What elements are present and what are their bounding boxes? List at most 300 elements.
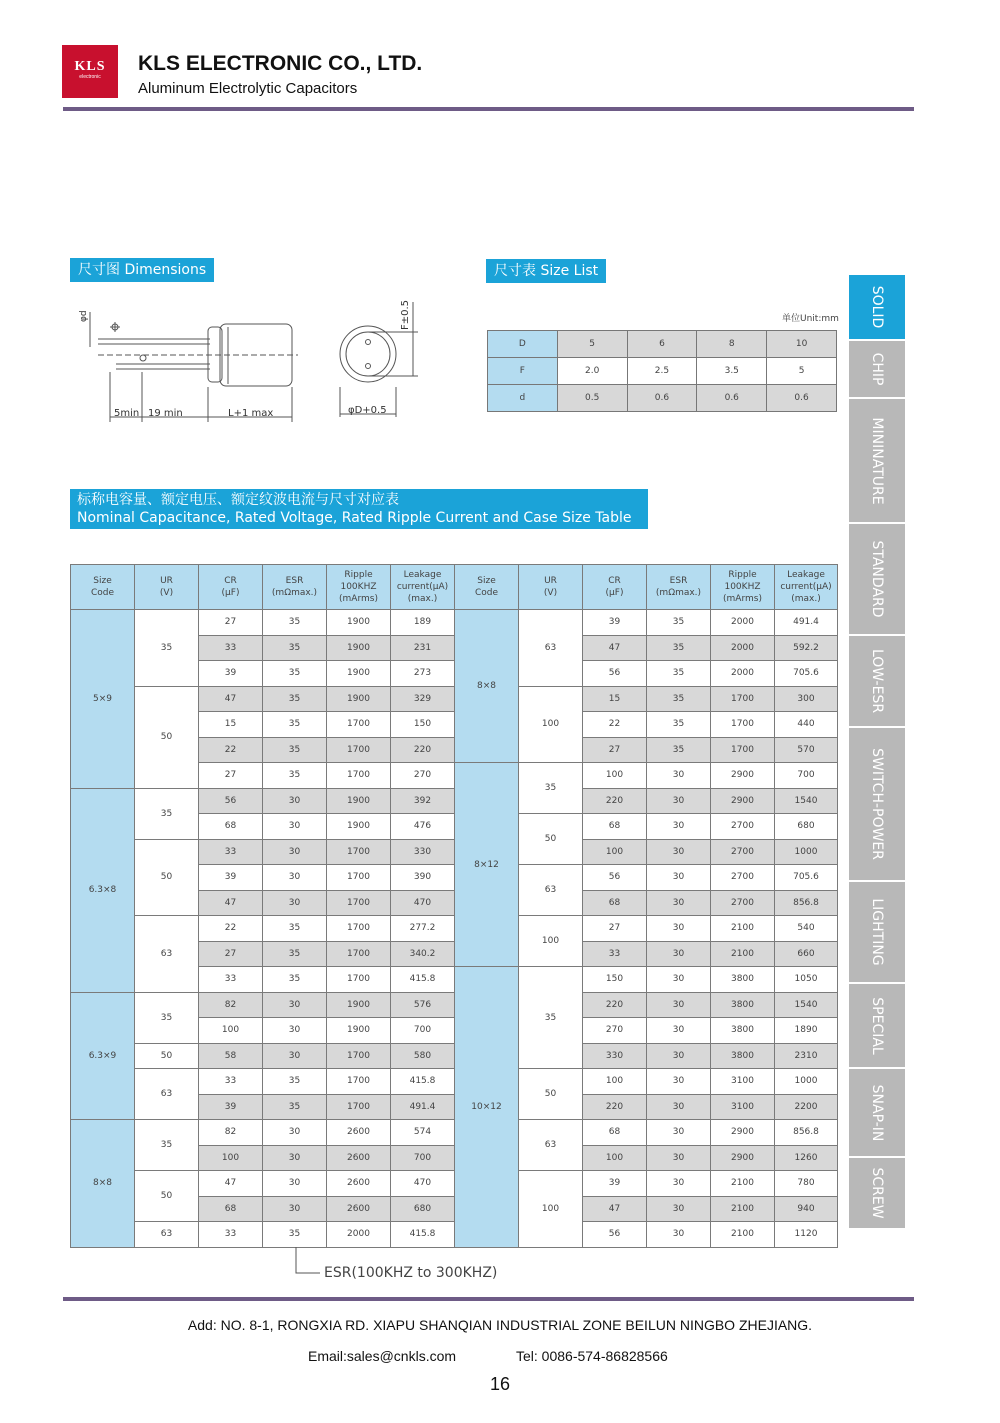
tab-switch-power[interactable] [849, 728, 905, 882]
tab-label: MININATURE [869, 416, 885, 505]
leakage-cell: 940 [775, 1196, 838, 1222]
ripple-cell: 2900 [711, 788, 775, 814]
esr-cell: 30 [647, 865, 711, 891]
header-ripple: Ripple 100KHZ (mArms) [711, 565, 775, 610]
size-list-value: 0.6 [697, 385, 767, 412]
ur-cell: 100 [519, 916, 583, 967]
ur-cell: 63 [135, 1222, 199, 1248]
size-list-param: D [488, 331, 558, 358]
cr-cell: 220 [583, 788, 647, 814]
ripple-cell: 2700 [711, 865, 775, 891]
table-row [71, 839, 838, 865]
cr-cell: 39 [583, 1171, 647, 1197]
ur-cell: 35 [519, 763, 583, 814]
tab-lighting[interactable] [849, 882, 905, 984]
leakage-cell: 705.6 [775, 661, 838, 687]
ripple-cell: 3800 [711, 1018, 775, 1044]
leakage-cell: 576 [391, 992, 455, 1018]
cr-cell: 82 [199, 1120, 263, 1146]
page-number: 16 [489, 1374, 511, 1394]
footer-address: Add: NO. 8-1, RONGXIA RD. XIAPU SHANQIAN INDUSTRIAL ZONE BEILUN NINGBO ZHEJIANG. [187, 1317, 813, 1333]
esr-cell: 30 [647, 839, 711, 865]
esr-cell: 30 [647, 1043, 711, 1069]
cr-cell: 150 [583, 967, 647, 993]
table-row [71, 916, 838, 942]
ur-cell: 63 [135, 916, 199, 993]
esr-cell: 30 [263, 814, 327, 840]
leakage-cell: 780 [775, 1171, 838, 1197]
table-title-cn: 标称电容量、额定电压、额定纹波电流与尺寸对应表 [77, 492, 399, 508]
size-list-value: 0.5 [557, 385, 627, 412]
tab-solid[interactable] [849, 275, 905, 341]
esr-cell: 30 [263, 1196, 327, 1222]
esr-cell: 30 [647, 1018, 711, 1044]
leakage-cell: 700 [391, 1145, 455, 1171]
esr-cell: 30 [647, 941, 711, 967]
esr-cell: 30 [647, 1094, 711, 1120]
size-list-value: 0.6 [767, 385, 837, 412]
cr-cell: 56 [583, 1222, 647, 1248]
table-row [71, 1120, 838, 1146]
header-size-code: Size Code [455, 565, 519, 610]
esr-cell: 30 [263, 1018, 327, 1044]
leakage-cell: 574 [391, 1120, 455, 1146]
esr-cell: 30 [263, 890, 327, 916]
esr-cell: 35 [263, 635, 327, 661]
table-header-row [71, 565, 838, 610]
leakage-cell: 680 [775, 814, 838, 840]
ripple-cell: 2100 [711, 916, 775, 942]
size-list-label: 尺寸表 Size List [486, 259, 606, 283]
esr-note: ESR(100KHZ to 300KHZ) [324, 1265, 498, 1281]
leakage-cell: 189 [391, 610, 455, 636]
leakage-cell: 231 [391, 635, 455, 661]
dim-19min: 19 min [148, 408, 183, 419]
esr-cell: 30 [263, 1043, 327, 1069]
cr-cell: 68 [583, 1120, 647, 1146]
ripple-cell: 2900 [711, 1145, 775, 1171]
esr-cell: 30 [647, 1069, 711, 1095]
cr-cell: 68 [199, 814, 263, 840]
esr-cell: 30 [263, 1145, 327, 1171]
ur-cell: 50 [519, 814, 583, 865]
esr-cell: 30 [263, 788, 327, 814]
cr-cell: 100 [583, 763, 647, 789]
cr-cell: 82 [199, 992, 263, 1018]
cr-cell: 33 [583, 941, 647, 967]
document-subtitle: Aluminum Electrolytic Capacitors [138, 80, 358, 97]
cr-cell: 220 [583, 992, 647, 1018]
ripple-cell: 1700 [327, 865, 391, 891]
cr-cell: 33 [199, 967, 263, 993]
ripple-cell: 1700 [711, 686, 775, 712]
esr-cell: 35 [647, 635, 711, 661]
unit-label: 单位Unit:mm [782, 314, 839, 324]
leakage-cell: 1000 [775, 1069, 838, 1095]
ripple-cell: 2900 [711, 763, 775, 789]
ripple-cell: 2100 [711, 941, 775, 967]
size-code-cell: 6.3×9 [71, 992, 135, 1120]
leakage-cell: 470 [391, 1171, 455, 1197]
header-ripple: Ripple 100KHZ (mArms) [327, 565, 391, 610]
esr-cell: 35 [263, 737, 327, 763]
leakage-cell: 1890 [775, 1018, 838, 1044]
ripple-cell: 1700 [327, 737, 391, 763]
esr-cell: 35 [263, 941, 327, 967]
header-esr: ESR (mΩmax.) [263, 565, 327, 610]
ripple-cell: 2600 [327, 1120, 391, 1146]
leakage-cell: 340.2 [391, 941, 455, 967]
dim-5min: 5min [114, 408, 140, 419]
ripple-cell: 2000 [711, 661, 775, 687]
size-list-value: 5 [557, 331, 627, 358]
cr-cell: 22 [199, 737, 263, 763]
ripple-cell: 2700 [711, 814, 775, 840]
esr-cell: 30 [647, 967, 711, 993]
tab-standard[interactable] [849, 524, 905, 636]
ripple-cell: 1700 [327, 916, 391, 942]
leakage-cell: 1050 [775, 967, 838, 993]
tab-label: SOLID [869, 285, 885, 329]
size-list-value: 10 [767, 331, 837, 358]
leakage-cell: 273 [391, 661, 455, 687]
esr-cell: 35 [263, 1069, 327, 1095]
table-row [71, 1222, 838, 1248]
tab-screw[interactable] [849, 1158, 905, 1230]
esr-cell: 35 [263, 610, 327, 636]
category-tabs [849, 275, 905, 1230]
esr-cell: 30 [647, 763, 711, 789]
leakage-cell: 1540 [775, 992, 838, 1018]
ripple-cell: 2600 [327, 1145, 391, 1171]
cr-cell: 15 [583, 686, 647, 712]
size-list-param: d [488, 385, 558, 412]
esr-cell: 30 [647, 916, 711, 942]
ripple-cell: 3100 [711, 1094, 775, 1120]
ur-cell: 100 [519, 1171, 583, 1248]
ripple-cell: 1900 [327, 814, 391, 840]
company-name: KLS ELECTRONIC CO., LTD. [138, 52, 423, 75]
ur-cell: 50 [135, 1171, 199, 1222]
leakage-cell: 680 [391, 1196, 455, 1222]
dim-phi-big-d: φD+0.5 [348, 405, 387, 416]
size-code-cell: 8×12 [455, 763, 519, 967]
esr-cell: 35 [263, 1222, 327, 1248]
ripple-cell: 3800 [711, 967, 775, 993]
leakage-cell: 415.8 [391, 1222, 455, 1248]
footer-tel: Tel: 0086-574-86828566 [516, 1348, 668, 1364]
size-code-cell: 6.3×8 [71, 788, 135, 992]
footer-divider [63, 1297, 914, 1301]
cr-cell: 68 [583, 890, 647, 916]
leakage-cell: 476 [391, 814, 455, 840]
size-list-row [488, 331, 837, 358]
ur-cell: 50 [135, 1043, 199, 1069]
esr-cell: 35 [263, 712, 327, 738]
cr-cell: 270 [583, 1018, 647, 1044]
ripple-cell: 1900 [327, 992, 391, 1018]
ripple-cell: 2000 [327, 1222, 391, 1248]
esr-cell: 30 [647, 1145, 711, 1171]
footer-email: Email:sales@cnkls.com [308, 1348, 457, 1364]
leakage-cell: 415.8 [391, 1069, 455, 1095]
size-list-value: 5 [767, 358, 837, 385]
size-code-cell: 8×8 [71, 1120, 135, 1248]
header-size-code: Size Code [71, 565, 135, 610]
leakage-cell: 300 [775, 686, 838, 712]
ripple-cell: 1700 [327, 1094, 391, 1120]
tab-label: SCREW [869, 1167, 885, 1219]
table-row [71, 992, 838, 1018]
ripple-cell: 1700 [327, 839, 391, 865]
tab-label: CHIP [869, 352, 885, 386]
esr-cell: 35 [647, 737, 711, 763]
header-cr: CR (μF) [583, 565, 647, 610]
leakage-cell: 470 [391, 890, 455, 916]
leakage-cell: 1540 [775, 788, 838, 814]
ur-cell: 63 [519, 1120, 583, 1171]
esr-cell: 30 [647, 1171, 711, 1197]
table-row [71, 1171, 838, 1197]
leakage-cell: 392 [391, 788, 455, 814]
ripple-cell: 1900 [327, 635, 391, 661]
esr-cell: 30 [647, 890, 711, 916]
esr-cell: 35 [263, 661, 327, 687]
ripple-cell: 1900 [327, 661, 391, 687]
cr-cell: 58 [199, 1043, 263, 1069]
dimensions-drawing [78, 292, 428, 427]
esr-cell: 35 [647, 712, 711, 738]
ripple-cell: 1700 [327, 1043, 391, 1069]
esr-cell: 30 [263, 1120, 327, 1146]
dim-phi-d: φd [79, 310, 89, 322]
tab-label: SNAP-IN [869, 1084, 885, 1141]
size-list-row [488, 358, 837, 385]
cr-cell: 33 [199, 839, 263, 865]
leakage-cell: 705.6 [775, 865, 838, 891]
size-list-table [487, 330, 837, 412]
cr-cell: 100 [583, 1145, 647, 1171]
cr-cell: 33 [199, 635, 263, 661]
leakage-cell: 540 [775, 916, 838, 942]
size-list-value: 0.6 [627, 385, 697, 412]
cr-cell: 47 [199, 890, 263, 916]
esr-cell: 30 [647, 1222, 711, 1248]
ripple-cell: 1700 [327, 1069, 391, 1095]
esr-cell: 35 [263, 1094, 327, 1120]
leakage-cell: 270 [391, 763, 455, 789]
size-list-row [488, 385, 837, 412]
ripple-cell: 2600 [327, 1196, 391, 1222]
esr-cell: 35 [647, 610, 711, 636]
cr-cell: 39 [199, 661, 263, 687]
tab-label: LIGHTING [869, 898, 885, 966]
cr-cell: 33 [199, 1069, 263, 1095]
size-list-value: 8 [697, 331, 767, 358]
ur-cell: 63 [135, 1069, 199, 1120]
ripple-cell: 1700 [327, 890, 391, 916]
leakage-cell: 329 [391, 686, 455, 712]
tab-snap-in[interactable] [849, 1069, 905, 1158]
leakage-cell: 415.8 [391, 967, 455, 993]
cr-cell: 47 [583, 635, 647, 661]
esr-cell: 30 [263, 1171, 327, 1197]
cr-cell: 33 [199, 1222, 263, 1248]
esr-cell: 35 [263, 967, 327, 993]
header-cr: CR (μF) [199, 565, 263, 610]
tab-label: SWITCH-POWER [869, 748, 885, 860]
ur-cell: 35 [519, 967, 583, 1069]
leakage-cell: 700 [391, 1018, 455, 1044]
ripple-cell: 1900 [327, 1018, 391, 1044]
header-leakage: Leakage current(μA) (max.) [775, 565, 838, 610]
leakage-cell: 856.8 [775, 890, 838, 916]
size-code-cell: 5×9 [71, 610, 135, 789]
leakage-cell: 491.4 [391, 1094, 455, 1120]
cr-cell: 100 [199, 1145, 263, 1171]
ripple-cell: 2100 [711, 1171, 775, 1197]
cr-cell: 330 [583, 1043, 647, 1069]
ripple-cell: 1900 [327, 686, 391, 712]
esr-cell: 35 [647, 661, 711, 687]
size-list-value: 3.5 [697, 358, 767, 385]
esr-cell: 30 [263, 839, 327, 865]
leakage-cell: 2310 [775, 1043, 838, 1069]
esr-cell: 35 [263, 763, 327, 789]
cr-cell: 22 [199, 916, 263, 942]
cr-cell: 27 [199, 763, 263, 789]
cr-cell: 68 [199, 1196, 263, 1222]
table-title [70, 489, 648, 529]
tab-special[interactable] [849, 984, 905, 1069]
ripple-cell: 1700 [711, 737, 775, 763]
tab-label: LOW-ESR [869, 648, 885, 714]
cr-cell: 39 [199, 1094, 263, 1120]
cr-cell: 27 [583, 737, 647, 763]
ripple-cell: 1700 [711, 712, 775, 738]
cr-cell: 47 [199, 686, 263, 712]
esr-cell: 30 [647, 1120, 711, 1146]
ripple-cell: 2700 [711, 890, 775, 916]
leakage-cell: 491.4 [775, 610, 838, 636]
size-code-cell: 10×12 [455, 967, 519, 1248]
leakage-cell: 700 [775, 763, 838, 789]
cr-cell: 220 [583, 1094, 647, 1120]
header-divider [63, 107, 914, 111]
ur-cell: 100 [519, 686, 583, 763]
esr-cell: 35 [647, 686, 711, 712]
header-esr: ESR (mΩmax.) [647, 565, 711, 610]
capacitor-table [70, 564, 838, 1248]
leakage-cell: 1120 [775, 1222, 838, 1248]
tab-low-esr[interactable] [849, 636, 905, 728]
table-title-en: Nominal Capacitance, Rated Voltage, Rated Ripple Current and Case Size Table [77, 510, 632, 526]
header-leakage: Leakage current(μA) (max.) [391, 565, 455, 610]
leakage-cell: 440 [775, 712, 838, 738]
ripple-cell: 1700 [327, 941, 391, 967]
cr-cell: 39 [199, 865, 263, 891]
ripple-cell: 2000 [711, 635, 775, 661]
esr-cell: 30 [647, 788, 711, 814]
header-ur: UR (V) [519, 565, 583, 610]
header-ur: UR (V) [135, 565, 199, 610]
tab-label: STANDARD [869, 540, 885, 618]
tab-label: SPECIAL [869, 996, 885, 1055]
leakage-cell: 1260 [775, 1145, 838, 1171]
cr-cell: 56 [583, 865, 647, 891]
ripple-cell: 3800 [711, 1043, 775, 1069]
dim-l: L+1 max [228, 408, 274, 419]
size-list-value: 2.5 [627, 358, 697, 385]
ripple-cell: 1700 [327, 712, 391, 738]
cr-cell: 68 [583, 814, 647, 840]
esr-note-bracket [292, 1247, 320, 1277]
leakage-cell: 2200 [775, 1094, 838, 1120]
ripple-cell: 2700 [711, 839, 775, 865]
leakage-cell: 580 [391, 1043, 455, 1069]
ripple-cell: 2000 [711, 610, 775, 636]
ur-cell: 35 [135, 1120, 199, 1171]
cr-cell: 100 [583, 1069, 647, 1095]
esr-cell: 30 [263, 865, 327, 891]
cr-cell: 47 [199, 1171, 263, 1197]
leakage-cell: 660 [775, 941, 838, 967]
ur-cell: 35 [135, 610, 199, 687]
leakage-cell: 277.2 [391, 916, 455, 942]
leakage-cell: 330 [391, 839, 455, 865]
table-row [71, 610, 838, 636]
table-row [71, 788, 838, 814]
tab-chip[interactable] [849, 341, 905, 399]
ripple-cell: 3100 [711, 1069, 775, 1095]
esr-cell: 30 [647, 1196, 711, 1222]
table-row [71, 1069, 838, 1095]
esr-cell: 30 [647, 814, 711, 840]
esr-cell: 30 [647, 992, 711, 1018]
dimensions-label: 尺寸图 Dimensions [70, 258, 214, 282]
ripple-cell: 2100 [711, 1222, 775, 1248]
cr-cell: 27 [583, 916, 647, 942]
ur-cell: 50 [135, 839, 199, 916]
cr-cell: 22 [583, 712, 647, 738]
table-row [71, 1043, 838, 1069]
tab-mininature[interactable] [849, 399, 905, 524]
cr-cell: 47 [583, 1196, 647, 1222]
ur-cell: 50 [135, 686, 199, 788]
leakage-cell: 592.2 [775, 635, 838, 661]
ur-cell: 35 [135, 992, 199, 1043]
esr-cell: 30 [263, 992, 327, 1018]
size-list-param: F [488, 358, 558, 385]
cr-cell: 39 [583, 610, 647, 636]
company-logo: KLS electronic [62, 45, 118, 98]
leakage-cell: 150 [391, 712, 455, 738]
cr-cell: 100 [199, 1018, 263, 1044]
esr-cell: 35 [263, 916, 327, 942]
dim-f: F±0.5 [400, 299, 411, 330]
ur-cell: 63 [519, 610, 583, 687]
leakage-cell: 570 [775, 737, 838, 763]
size-list-value: 6 [627, 331, 697, 358]
leakage-cell: 220 [391, 737, 455, 763]
cr-cell: 27 [199, 610, 263, 636]
leakage-cell: 856.8 [775, 1120, 838, 1146]
cr-cell: 100 [583, 839, 647, 865]
ripple-cell: 1900 [327, 788, 391, 814]
size-list-value: 2.0 [557, 358, 627, 385]
ripple-cell: 2900 [711, 1120, 775, 1146]
ripple-cell: 2600 [327, 1171, 391, 1197]
